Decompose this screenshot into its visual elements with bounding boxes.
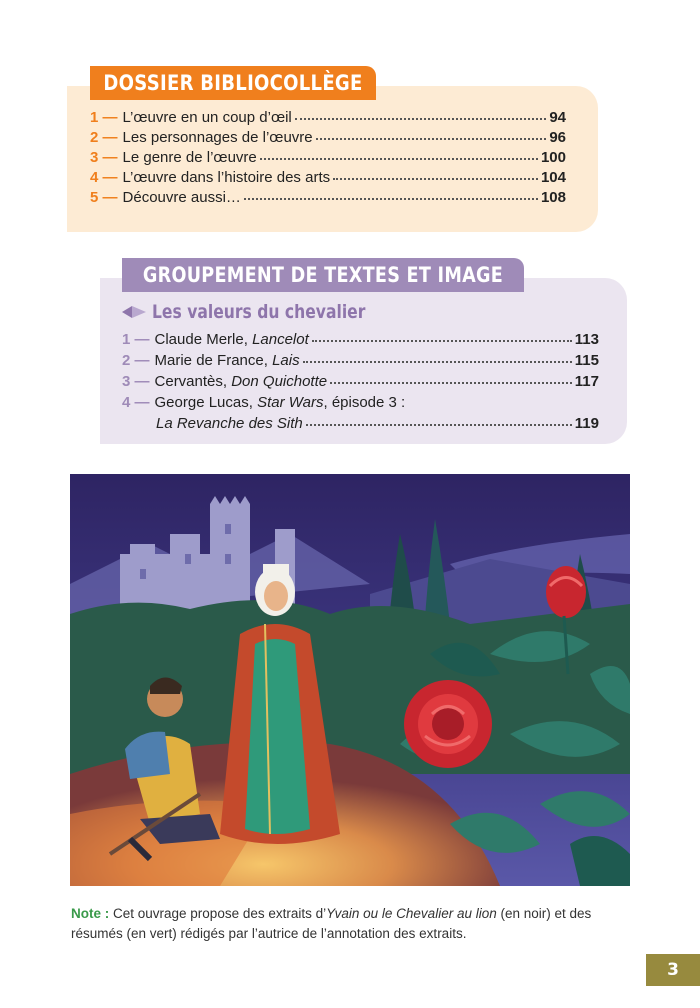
dotted-leader [303,357,572,363]
toc-item-number: 3 [122,373,131,390]
groupement-subtitle [122,299,412,325]
toc-item-number: 2 [122,352,131,369]
toc-item[interactable]: 4 — L’œuvre dans l’histoire des arts 104 [90,169,566,186]
toc-item-number: 4 [90,169,99,186]
dotted-leader [333,174,538,180]
toc-item-author: Claude Merle, [154,331,253,348]
dotted-leader [295,114,547,120]
toc-item-number: 2 [90,129,99,146]
toc-item-page: 96 [549,129,566,146]
toc-item[interactable]: 3 — Cervantès, Don Quichotte 117 [122,373,599,390]
toc-item-page: 117 [574,373,599,390]
toc-item[interactable]: 1 — Claude Merle, Lancelot 113 [122,331,599,348]
toc-item-label: Découvre aussi… [122,189,241,206]
dotted-leader [312,336,572,342]
toc-item-label: L’œuvre dans l’histoire des arts [122,169,331,186]
dotted-leader [306,420,572,426]
toc-item[interactable]: 1 — L’œuvre en un coup d’œil 94 [90,109,566,126]
toc-item-page: 113 [574,331,599,348]
toc-item-work: La Revanche des Sith [156,415,303,432]
toc-item-page: 108 [540,189,566,206]
toc-item-work: Lancelot [252,331,309,348]
groupement-toc [122,329,599,434]
groupement-header-tab [122,258,524,292]
dotted-leader [330,378,572,384]
toc-item[interactable]: 2 — Les personnages de l’œuvre 96 [90,129,566,146]
note-book-title: Yvain ou le Chevalier au lion [326,906,497,921]
page-number: 3 [646,954,700,986]
toc-item-number: 5 [90,189,99,206]
dotted-leader [244,194,538,200]
note-label: Note : [71,906,110,921]
toc-item-number: 1 [122,331,131,348]
toc-item-extra: , épisode 3 : [323,394,406,411]
dossier-title: DOSSIER BIBLIOCOLLÈGE [103,71,363,95]
toc-item-number: 4 [122,394,131,411]
toc-item-author: George Lucas, [154,394,258,411]
toc-item[interactable]: 3 — Le genre de l’œuvre 100 [90,149,566,166]
note-paragraph [71,904,631,944]
toc-item[interactable]: 4 — George Lucas, Star Wars, épisode 3 : [122,394,406,411]
toc-item[interactable]: 5 — Découvre aussi… 108 [90,189,566,206]
dotted-leader [316,134,547,140]
toc-item-number: 3 [90,149,99,166]
toc-item-continuation[interactable] [122,413,599,434]
toc-item-work: Don Quichotte [231,373,328,390]
note-text-after: (en noir) et des résumés (en vert) rédigés par l’autrice de l’annotation des extraits. [71,906,592,941]
dossier-toc [90,108,566,208]
subtitle-text: Les valeurs du chevalier [152,301,366,323]
toc-item-label: Les personnages de l’œuvre [122,129,313,146]
toc-item-page: 100 [540,149,566,166]
note-text-before: Cet ouvrage propose des extraits d’ [109,906,327,921]
dotted-leader [260,154,538,160]
toc-item-label: L’œuvre en un coup d’œil [122,109,292,126]
illustration-knight-lady [70,474,630,886]
toc-item-page: 119 [574,415,599,432]
dossier-header-tab [90,66,376,100]
toc-item-label: Le genre de l’œuvre [122,149,257,166]
groupement-title: GROUPEMENT DE TEXTES ET IMAGE [142,263,504,287]
toc-item-page: 94 [549,109,566,126]
toc-item-work: Lais [272,352,300,369]
toc-item-number: 1 [90,109,99,126]
toc-item[interactable]: 2 — Marie de France, Lais 115 [122,352,599,369]
toc-item-work: Star Wars [257,394,324,411]
toc-item-page: 104 [540,169,566,186]
toc-item-author: Cervantès, [154,373,232,390]
illustration-svg [70,474,630,886]
toc-item-author: Marie de France, [154,352,273,369]
toc-item-page: 115 [574,352,599,369]
diamond-arrow-icon [122,305,146,319]
